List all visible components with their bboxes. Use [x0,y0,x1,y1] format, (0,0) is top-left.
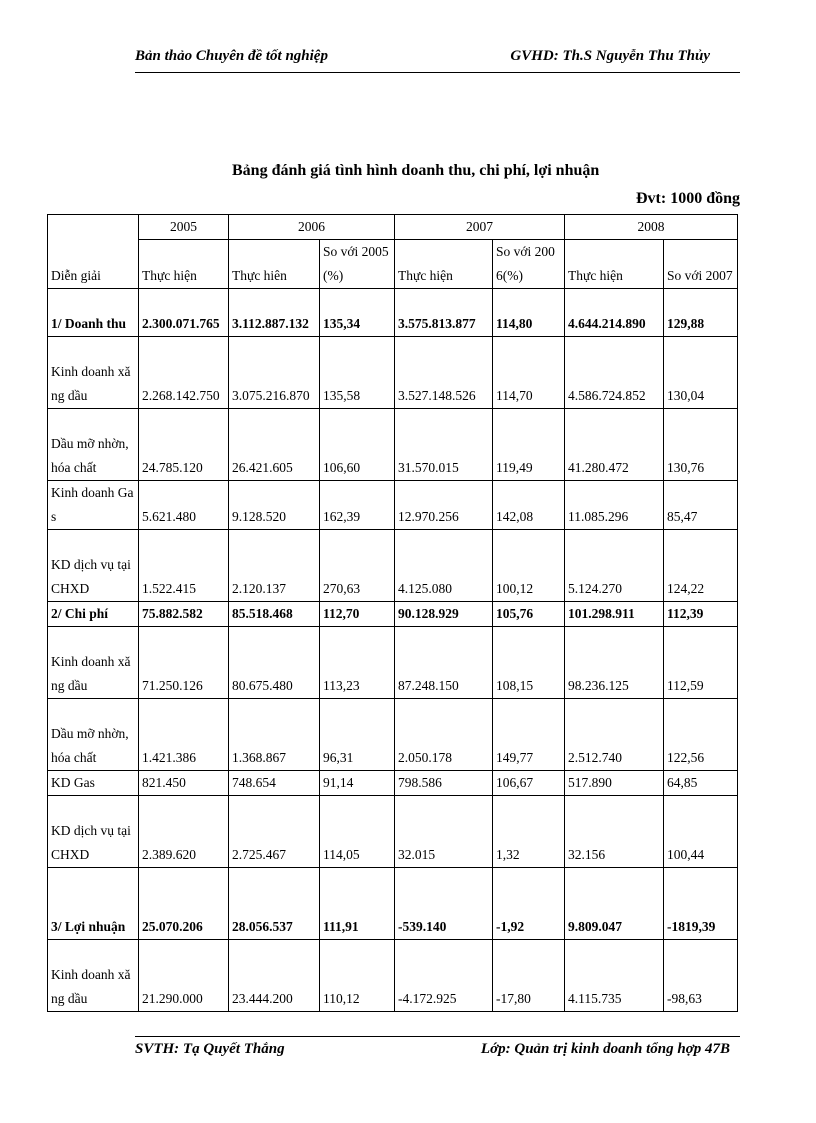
value-cell: 135,58 [320,337,395,409]
row-label-cell: KD Gas [48,771,139,796]
value-cell: 96,31 [320,699,395,771]
value-cell: 9.809.047 [565,868,664,940]
value-cell: 12.970.256 [395,481,493,530]
value-cell: 98.236.125 [565,627,664,699]
table-row [48,602,738,627]
value-cell: 142,08 [493,481,565,530]
value-cell: 106,60 [320,409,395,481]
value-cell: 135,34 [320,289,395,337]
row-label-cell: Kinh doanh xăng dầu [48,940,139,1012]
table-row [48,796,738,868]
value-cell: 122,56 [664,699,738,771]
row-label-cell: Dầu mỡ nhờn, hóa chất [48,409,139,481]
value-cell: 3.112.887.132 [229,289,320,337]
header-cell: Thực hiện [139,240,229,289]
value-cell: 4.115.735 [565,940,664,1012]
subheader-row [48,240,738,289]
table-row [48,940,738,1012]
value-cell: 64,85 [664,771,738,796]
header-cell: So với 2005(%) [320,240,395,289]
value-cell: 130,76 [664,409,738,481]
table-row [48,530,738,602]
value-cell: 101.298.911 [565,602,664,627]
year-cell: 2005 [139,215,229,240]
year-cell: 2008 [565,215,738,240]
value-cell: 270,63 [320,530,395,602]
value-cell: -1,92 [493,868,565,940]
row-label-cell: 3/ Lợi nhuận [48,868,139,940]
value-cell: 4.644.214.890 [565,289,664,337]
value-cell: 100,44 [664,796,738,868]
value-cell: -98,63 [664,940,738,1012]
header-cell: Thực hiện [395,240,493,289]
value-cell: 5.124.270 [565,530,664,602]
value-cell: 1.421.386 [139,699,229,771]
header-cell: Thực hiện [565,240,664,289]
row-label-cell: 2/ Chi phí [48,602,139,627]
value-cell: 130,04 [664,337,738,409]
value-cell: 32.156 [565,796,664,868]
value-cell: 748.654 [229,771,320,796]
value-cell: 85.518.468 [229,602,320,627]
value-cell: 85,47 [664,481,738,530]
value-cell: 114,70 [493,337,565,409]
value-cell: 75.882.582 [139,602,229,627]
value-cell: 2.300.071.765 [139,289,229,337]
value-cell: 113,23 [320,627,395,699]
value-cell: 108,15 [493,627,565,699]
value-cell: 129,88 [664,289,738,337]
value-cell: 2.389.620 [139,796,229,868]
value-cell: 110,12 [320,940,395,1012]
row-label-cell: Kinh doanh xăng dầu [48,337,139,409]
value-cell: 71.250.126 [139,627,229,699]
value-cell: 3.575.813.877 [395,289,493,337]
table-row [48,699,738,771]
header-cell [48,215,139,289]
table-row [48,481,738,530]
value-cell: 28.056.537 [229,868,320,940]
page-footer [135,1036,740,1061]
value-cell: 517.890 [565,771,664,796]
row-label-cell: Kinh doanh Gas [48,481,139,530]
value-cell: -4.172.925 [395,940,493,1012]
value-cell: 1,32 [493,796,565,868]
table-title: Bảng đánh giá tình hình doanh thu, chi phí, lợi nhuận [232,162,600,179]
row-label-cell: 1/ Doanh thu [48,289,139,337]
value-cell: 798.586 [395,771,493,796]
value-cell: 5.621.480 [139,481,229,530]
header-text: Diễn giải [51,268,101,283]
value-cell: 2.725.467 [229,796,320,868]
revenue-cost-profit-table [47,214,738,1012]
value-cell: 105,76 [493,602,565,627]
table-row [48,627,738,699]
value-cell: 26.421.605 [229,409,320,481]
value-cell: 3.527.148.526 [395,337,493,409]
footer-class: Lớp: Quản trị kinh doanh tổng hợp 47B [480,1041,730,1057]
header-thesis-title: Bản thảo Chuyên đề tốt nghiệp [135,48,328,64]
row-label-cell: KD dịch vụ tại CHXD [48,530,139,602]
year-header-row [48,215,738,240]
value-cell: 119,49 [493,409,565,481]
value-cell: 4.586.724.852 [565,337,664,409]
value-cell: 111,91 [320,868,395,940]
value-cell: 112,59 [664,627,738,699]
value-cell: 821.450 [139,771,229,796]
table-row [48,409,738,481]
value-cell: 24.785.120 [139,409,229,481]
value-cell: 4.125.080 [395,530,493,602]
value-cell: 114,05 [320,796,395,868]
value-cell: 149,77 [493,699,565,771]
header-cell: So với 2007 [664,240,738,289]
value-cell: 31.570.015 [395,409,493,481]
value-cell: 23.444.200 [229,940,320,1012]
header-cell: Thực hiên [229,240,320,289]
value-cell: 112,39 [664,602,738,627]
value-cell: 112,70 [320,602,395,627]
table-row [48,771,738,796]
value-cell: 11.085.296 [565,481,664,530]
value-cell: 2.512.740 [565,699,664,771]
value-cell: 9.128.520 [229,481,320,530]
table-row [48,337,738,409]
value-cell: 87.248.150 [395,627,493,699]
value-cell: 2.268.142.750 [139,337,229,409]
header-cell: So với 2006(%) [493,240,565,289]
value-cell: 1.368.867 [229,699,320,771]
value-cell: 100,12 [493,530,565,602]
value-cell: 32.015 [395,796,493,868]
value-cell: 90.128.929 [395,602,493,627]
value-cell: 2.050.178 [395,699,493,771]
table-row [48,868,738,940]
row-label-cell: KD dịch vụ tại CHXD [48,796,139,868]
value-cell: 106,67 [493,771,565,796]
value-cell: 162,39 [320,481,395,530]
value-cell: -539.140 [395,868,493,940]
value-cell: 114,80 [493,289,565,337]
row-label-cell: Dầu mỡ nhờn, hóa chất [48,699,139,771]
year-cell: 2007 [395,215,565,240]
value-cell: 91,14 [320,771,395,796]
row-label-cell: Kinh doanh xăng dầu [48,627,139,699]
value-cell: 2.120.137 [229,530,320,602]
value-cell: 41.280.472 [565,409,664,481]
value-cell: 80.675.480 [229,627,320,699]
header-advisor: GVHD: Th.S Nguyễn Thu Thủy [510,48,710,64]
year-cell: 2006 [229,215,395,240]
value-cell: 25.070.206 [139,868,229,940]
unit-label: Đvt: 1000 đồng [635,190,740,207]
footer-student: SVTH: Tạ Quyết Thắng [135,1041,285,1057]
value-cell: 1.522.415 [139,530,229,602]
table-row [48,289,738,337]
page-header [135,48,740,73]
value-cell: 3.075.216.870 [229,337,320,409]
value-cell: -17,80 [493,940,565,1012]
value-cell: -1819,39 [664,868,738,940]
value-cell: 21.290.000 [139,940,229,1012]
value-cell: 124,22 [664,530,738,602]
